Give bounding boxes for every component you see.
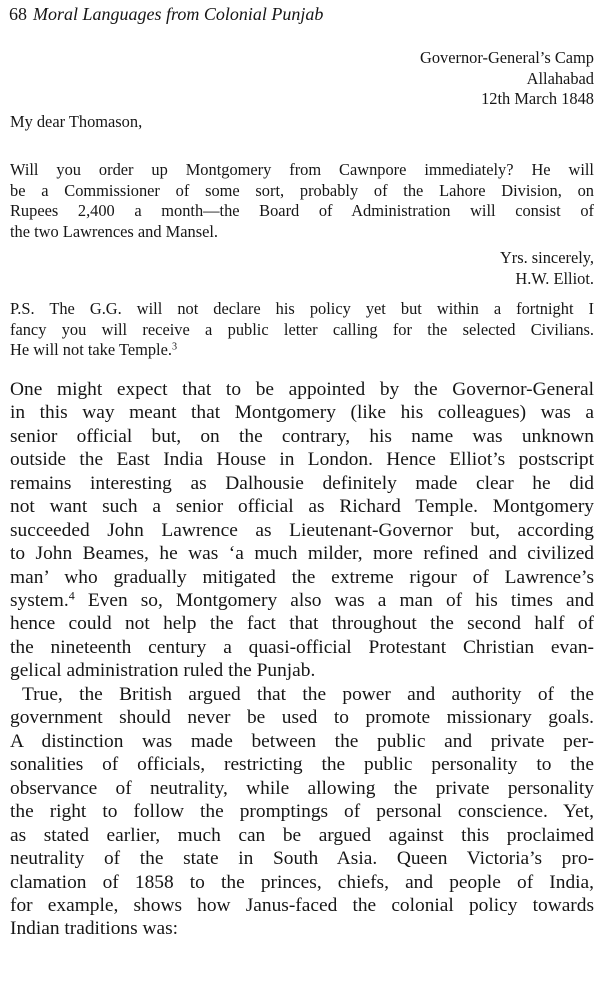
postscript-text: He will not take Temple. — [10, 340, 172, 359]
paragraph-line: senior official but, on the contrary, his name was unknown — [10, 425, 594, 447]
closing: Yrs. sincerely, — [499, 248, 594, 267]
paragraph-line: not want such a senior official as Richard Temple. Montgomery — [10, 496, 594, 518]
paragraph-line: neutrality of the state in South Asia. Queen Victoria’s pro- — [10, 848, 594, 870]
letter-salutation: My dear Thomason, — [10, 112, 143, 131]
paragraph-line: observance of neutrality, while allowing the private personality — [10, 777, 594, 799]
paragraph-line: the nineteenth century a quasi-official Protestant Christian evan- — [10, 636, 594, 658]
paragraph-line: in this way meant that Montgomery (like his colleagues) was a — [10, 402, 594, 424]
body-paragraph — [10, 683, 594, 941]
paragraph-line: man’ who gradually mitigated the extreme rigour of Lawrence’s — [10, 566, 594, 588]
paragraph-line: to John Beames, he was ‘a much milder, more refined and civilized — [10, 543, 594, 565]
letter-line: the two Lawrences and Mansel. — [10, 221, 218, 241]
paragraph-line: as stated earlier, much can be argued against this proclaimed — [10, 824, 594, 846]
letter-postscript — [10, 299, 594, 361]
paragraph-line: succeeded John Lawrence as Lieutenant-Governor but, according — [10, 519, 594, 541]
footnote-marker: 4 — [68, 588, 75, 603]
page-number: 68 — [9, 4, 27, 24]
running-title: Moral Languages from Colonial Punjab — [33, 4, 324, 24]
paragraph-line: sonalities of officials, restricting the public personality to the — [10, 754, 594, 776]
body-paragraph — [10, 378, 594, 683]
paragraph-text: system. — [10, 589, 69, 611]
paragraph-line: remains interesting as Dalhousie definitely made clear he did — [10, 472, 594, 494]
paragraph-line: Indian traditions was: — [10, 918, 179, 940]
paragraph-line: the right to follow the promptings of personal conscience. Yet, — [10, 801, 594, 823]
address-line: Governor-General’s Camp — [420, 48, 594, 67]
letter-address — [10, 48, 594, 110]
paragraph-line: outside the East India House in London. Hence Elliot’s postscript — [10, 449, 594, 471]
paragraph-line: A distinction was made between the public and private per- — [10, 730, 594, 752]
letter-date: 12th March 1848 — [481, 89, 594, 108]
address-line: Allahabad — [526, 68, 594, 88]
footnote-marker: 3 — [171, 341, 178, 353]
postscript-line: P.S. The G.G. will not declare his policy yet but within a fortnight I — [10, 299, 594, 318]
paragraph-line: for example, shows how Janus-faced the colonial policy towards — [10, 894, 594, 916]
running-header — [9, 3, 323, 25]
paragraph-line: One might expect that to be appointed by the Governor-General — [10, 379, 594, 400]
postscript-line — [10, 340, 594, 361]
paragraph-line: hence could not help the fact that throughout the second half of — [10, 613, 594, 635]
letter-line: be a Commissioner of some sort, probably of the Lahore Division, on — [10, 180, 594, 200]
paragraph-line — [10, 589, 594, 612]
paragraph-text: Even so, Montgomery also was a man of his times and — [74, 589, 594, 611]
letter-signoff — [10, 248, 594, 289]
letter-body — [10, 160, 594, 242]
paragraph-line: gelical administration ruled the Punjab. — [10, 660, 316, 682]
letter-line: Will you order up Montgomery from Cawnpore immediately? He will — [10, 160, 594, 179]
paragraph-line: True, the British argued that the power and authority of the — [22, 684, 594, 705]
postscript-line: fancy you will receive a public letter calling for the selected Civilians. — [10, 319, 594, 339]
letter-line: Rupees 2,400 a month—the Board of Administration will consist of — [10, 201, 594, 220]
paragraph-line: government should never be used to promote missionary goals. — [10, 707, 594, 729]
signature-name: H.W. Elliot. — [515, 268, 594, 288]
paragraph-line: clamation of 1858 to the princes, chiefs, and people of India, — [10, 871, 594, 893]
